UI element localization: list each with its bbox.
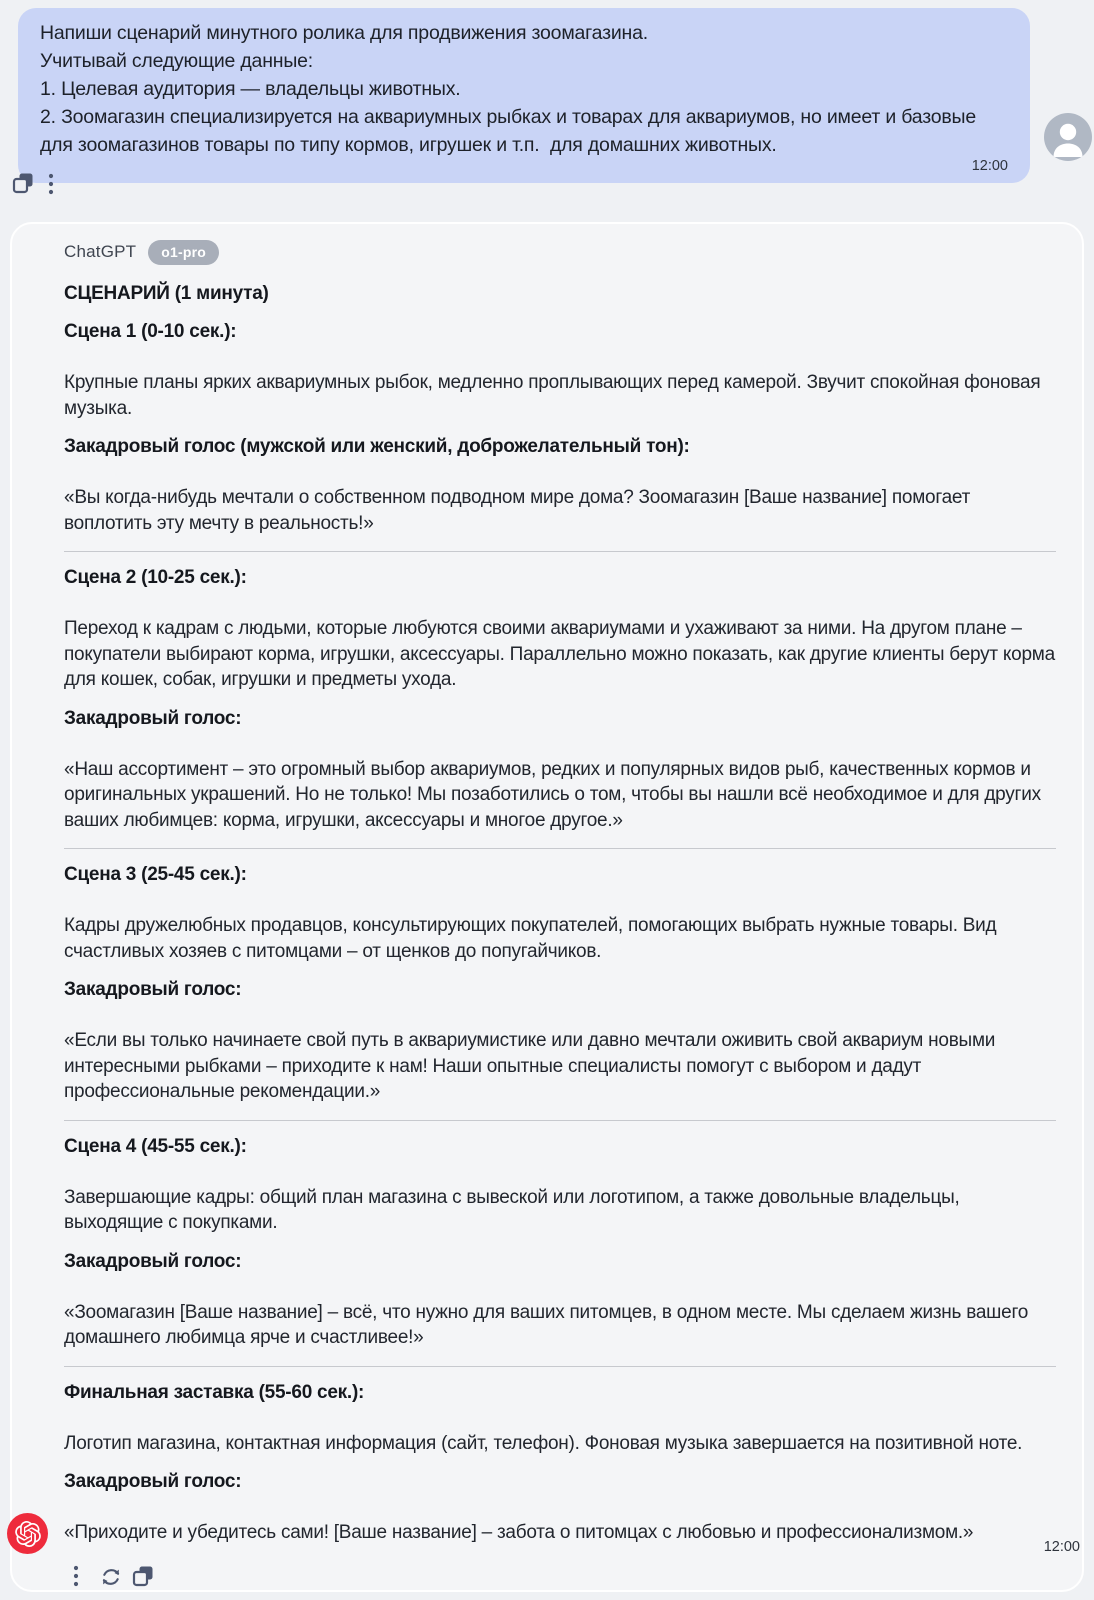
scene-heading: Финальная заставка (55-60 сек.): xyxy=(64,1381,365,1403)
user-message-line: Учитывай следующие данные: xyxy=(40,50,314,72)
voiceover-text: «Приходите и убедитесь сами! [Ваше название] – забота о питомцах с любовью и профессионализмом.» xyxy=(64,1522,974,1543)
scene-description: Кадры дружелюбных продавцов, консультирующих покупателей, помогающих выбрать нужные товары. Вид счастливых хозяев с питомцами – от щенков до попугайчиков. xyxy=(64,915,997,962)
openai-icon xyxy=(15,1521,41,1547)
sender-name: ChatGPT xyxy=(64,242,137,261)
user-avatar[interactable] xyxy=(1044,113,1092,161)
voiceover-heading: Закадровый голос: xyxy=(64,1250,242,1272)
section-divider xyxy=(64,551,1056,552)
scene-heading: Сцена 4 (45-55 сек.): xyxy=(64,1135,247,1157)
user-message-timestamp: 12:00 xyxy=(971,158,1008,174)
user-message-line: 2. Зоомагазин специализируется на аквариумных рыбках и товарах для аквариумов, но имеет и базовые для зоомагазинов товары по типу кормов, игрушек и т.п. для домашних животных. xyxy=(40,106,982,156)
voiceover-heading: Закадровый голос (мужской или женский, доброжелательный тон): xyxy=(64,436,690,457)
voiceover-text: «Вы когда-нибудь мечтали о собственном подводном мире дома? Зоомагазин [Ваше название] помогает воплотить эту мечту в реальность!» xyxy=(64,487,971,534)
person-icon xyxy=(1044,113,1092,161)
assistant-header xyxy=(64,238,1047,266)
section-divider xyxy=(64,1120,1056,1121)
scene-description: Переход к кадрам с людьми, которые любуются своими аквариумами и ухаживают за ними. На другом плане – покупатели выбирают корма, игрушки, аксессуары. Параллельно можно показать, как другие клиенты берут корма для кошек, собак, игрушки и предметы ухода. xyxy=(64,618,1055,690)
kebab-menu-icon[interactable] xyxy=(71,1564,81,1588)
user-message-bubble xyxy=(18,8,1030,183)
scene-heading: Сцена 2 (10-25 сек.): xyxy=(64,567,247,588)
scene-description: Крупные планы ярких аквариумных рыбок, медленно проплывающих перед камерой. Звучит спокойная фоновая музыка. xyxy=(64,372,1041,419)
scene-description: Логотип магазина, контактная информация (сайт, телефон). Фоновая музыка завершается на позитивной ноте. xyxy=(64,1432,1023,1454)
section-divider xyxy=(64,1366,1056,1367)
assistant-message-card xyxy=(10,222,1084,1592)
voiceover-text: «Зоомагазин [Ваше название] – всё, что нужно для ваших питомцев, в одном месте. Мы сделаем жизнь вашего домашнего любимца ярче и счастливее!» xyxy=(64,1301,1029,1348)
model-badge: o1-pro xyxy=(148,240,219,265)
voiceover-heading: Закадровый голос: xyxy=(64,1471,242,1492)
voiceover-heading: Закадровый голос: xyxy=(64,707,242,729)
regenerate-icon[interactable] xyxy=(99,1565,123,1589)
copy-icon[interactable] xyxy=(132,1565,155,1588)
voiceover-heading: Закадровый голос: xyxy=(64,979,242,1000)
scene-description: Завершающие кадры: общий план магазина с вывеской или логотипом, а также довольные владельцы, выходящие с покупками. xyxy=(64,1186,960,1233)
scene-heading: Сцена 3 (25-45 сек.): xyxy=(64,864,247,885)
assistant-message-content xyxy=(64,281,1056,1546)
chatgpt-logo[interactable] xyxy=(7,1513,48,1554)
assistant-timestamp: 12:00 xyxy=(1043,1539,1080,1555)
kebab-menu-icon[interactable] xyxy=(46,172,56,196)
scene-heading: Сцена 1 (0-10 сек.): xyxy=(64,321,237,342)
user-message-line: Напиши сценарий минутного ролика для продвижения зоомагазина. xyxy=(40,22,648,44)
voiceover-text: «Если вы только начинаете свой путь в аквариумистике или давно мечтали оживить свой аквариум новыми интересными рыбками – приходите к нам! Наши опытные специалисты помогут с выбором и дадут профессиональные рекомендации.» xyxy=(64,1030,996,1102)
user-message-line: 1. Целевая аудитория — владельцы животных. xyxy=(40,78,461,100)
voiceover-text: «Наш ассортимент – это огромный выбор аквариумов, редких и популярных видов рыб, качественных кормов и оригинальных украшений. Но не только! Мы позаботились о том, чтобы вы нашли всё необходимое и для других ваших любимцев: корма, игрушки, аксессуары и многое другое.» xyxy=(64,758,1041,831)
script-title: СЦЕНАРИЙ (1 минута) xyxy=(64,283,269,304)
section-divider xyxy=(64,848,1056,849)
copy-icon[interactable] xyxy=(12,172,35,195)
